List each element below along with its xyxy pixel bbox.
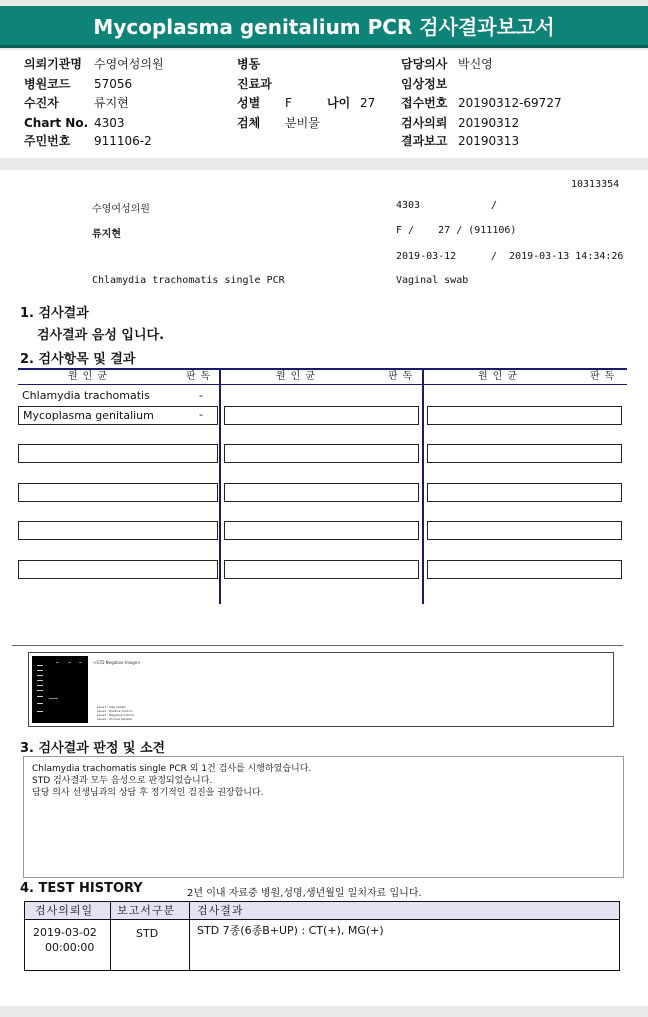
gel-legend <box>97 705 134 721</box>
report-title: Mycoplasma genitalium PCR 검사결과보고서 <box>0 6 648 48</box>
gel-image-panel <box>28 652 614 727</box>
history-table <box>24 901 620 971</box>
field-value: 4303 <box>94 116 125 130</box>
col-header-pathogen: 원인균 <box>478 371 522 382</box>
field-label: 병원코드 <box>24 77 71 91</box>
history-table-header <box>25 902 619 920</box>
gel-legend-item: Lane1 : Size ladder <box>97 705 126 709</box>
field-value: 박신영 <box>458 57 493 71</box>
empty-cell <box>224 560 419 579</box>
field-label: 성별 <box>237 96 261 110</box>
gel-legend-item: Lane2 : Positive Control <box>97 709 133 713</box>
meta-specimen: Vaginal swab <box>396 275 469 286</box>
empty-cell <box>427 444 622 463</box>
empty-cell <box>18 444 218 463</box>
field-label: 나이 <box>327 96 351 110</box>
header-field-ward <box>237 57 285 71</box>
field-value: 20190313 <box>458 134 520 148</box>
field-label: 임상정보 <box>401 77 448 91</box>
field-value: 수영여성의원 <box>94 57 164 71</box>
history-col-result: 검사결과 <box>197 904 244 917</box>
empty-cell <box>224 444 419 463</box>
header-field-id-number <box>24 134 152 148</box>
header-field-age <box>327 96 375 110</box>
meta-test-name: Chlamydia trachomatis single PCR <box>92 275 285 286</box>
empty-cell <box>427 483 622 502</box>
history-date: 2019-03-02 <box>33 926 97 939</box>
result-row-value: - <box>199 408 203 421</box>
header-field-department <box>237 77 285 91</box>
empty-cell <box>427 521 622 540</box>
meta-chart-slash: / <box>491 200 498 211</box>
empty-cell <box>224 406 419 425</box>
header-field-hospital <box>24 57 164 71</box>
field-value: 911106-2 <box>94 134 152 148</box>
section-3-heading: 3. 검사결과 판정 및 소견 <box>20 741 166 756</box>
meta-hospital: 수영여성의원 <box>92 204 150 215</box>
field-value: 20190312-69727 <box>458 96 562 110</box>
field-label: 진료과 <box>237 77 272 91</box>
gel-legend-item: Lane3 : Negative Control <box>97 713 135 717</box>
empty-cell <box>18 560 218 579</box>
col-header-judgement: 판독 <box>186 371 216 382</box>
history-col-type: 보고서구분 <box>117 904 176 917</box>
column-divider <box>219 368 221 604</box>
history-col-date: 검사의뢰일 <box>35 904 94 917</box>
header-field-sex <box>237 96 292 110</box>
header-field-request-date <box>401 116 519 130</box>
col-header-pathogen: 원인균 <box>276 371 320 382</box>
gel-electrophoresis-image <box>32 656 88 723</box>
field-label: 담당의사 <box>401 57 448 71</box>
report-header <box>0 50 648 158</box>
field-label: 의뢰기관명 <box>24 57 82 71</box>
field-label: 병동 <box>237 57 261 71</box>
field-label: 결과보고 <box>401 134 448 148</box>
conclusion-line: Chlamydia trachomatis single PCR 외 1건 검사를 시행하였습니다. <box>32 764 312 774</box>
header-field-receipt-no <box>401 96 562 110</box>
col-header-pathogen: 원인균 <box>68 371 112 382</box>
result-row-name: Chlamydia trachomatis <box>22 389 150 402</box>
col-header-judgement: 판독 <box>388 371 418 382</box>
history-note: 2년 이내 자료중 병원,성명,생년월일 일치자료 입니다. <box>187 888 422 899</box>
col-header-judgement: 판독 <box>590 371 620 382</box>
column-divider <box>189 902 190 970</box>
header-field-patient <box>24 96 129 110</box>
empty-cell <box>427 406 622 425</box>
meta-reported: / 2019-03-13 14:34:26 <box>491 251 624 262</box>
field-label: Chart No. <box>24 116 89 130</box>
field-label: 수진자 <box>24 96 59 110</box>
meta-patient: 류지현 <box>92 229 121 240</box>
result-row-value: - <box>199 389 203 402</box>
field-value: 분비물 <box>285 116 320 130</box>
header-field-report-date <box>401 134 519 148</box>
header-field-doctor <box>401 57 493 71</box>
field-label: 주민번호 <box>24 134 71 148</box>
field-value: 류지현 <box>94 96 129 110</box>
gel-caption: <STD Negative Image> <box>93 660 141 665</box>
section-4-heading: 4. TEST HISTORY <box>20 881 143 896</box>
section-1-heading: 1. 검사결과 <box>20 306 89 321</box>
history-type: STD <box>136 927 159 940</box>
history-result: STD 7종(6종B+UP) : CT(+), MG(+) <box>197 924 384 937</box>
empty-cell <box>224 483 419 502</box>
empty-cell <box>224 521 419 540</box>
meta-chart: 4303 <box>396 200 421 211</box>
empty-cell <box>427 560 622 579</box>
header-field-hospital-code <box>24 77 132 91</box>
result-row-name: Mycoplasma genitalium <box>18 406 218 425</box>
field-value: 20190312 <box>458 116 520 130</box>
meta-sex-age: F / 27 / (911106) <box>396 225 517 236</box>
empty-cell <box>18 483 218 502</box>
field-label: 검사의뢰 <box>401 116 448 130</box>
history-time: 00:00:00 <box>45 941 95 954</box>
section-2-heading: 2. 검사항목 및 결과 <box>20 352 136 367</box>
field-label: 검체 <box>237 116 261 130</box>
conclusion-line: STD 검사결과 모두 음성으로 판정되었습니다. <box>32 776 213 786</box>
empty-cell <box>18 521 218 540</box>
divider-line <box>12 645 623 646</box>
field-label: 접수번호 <box>401 96 448 110</box>
field-value: 57056 <box>94 77 133 91</box>
results-table-header <box>18 368 627 385</box>
report-number: 10313354 <box>571 179 620 190</box>
field-value: F <box>285 96 292 110</box>
column-divider <box>422 368 424 604</box>
header-field-specimen <box>237 116 320 130</box>
overall-result: 검사결과 음성 입니다. <box>37 328 165 343</box>
conclusion-box <box>23 756 624 878</box>
header-field-clinical-info <box>401 77 458 91</box>
conclusion-line: 담당 의사 선생님과의 상담 후 정기적인 검진을 권장합니다. <box>32 788 264 798</box>
field-value: 27 <box>360 96 376 110</box>
column-divider <box>110 902 111 970</box>
meta-received: 2019-03-12 <box>396 251 457 262</box>
gel-legend-item: Lane4 : Clinical Sample <box>97 717 133 721</box>
header-field-chart-no <box>24 116 125 130</box>
